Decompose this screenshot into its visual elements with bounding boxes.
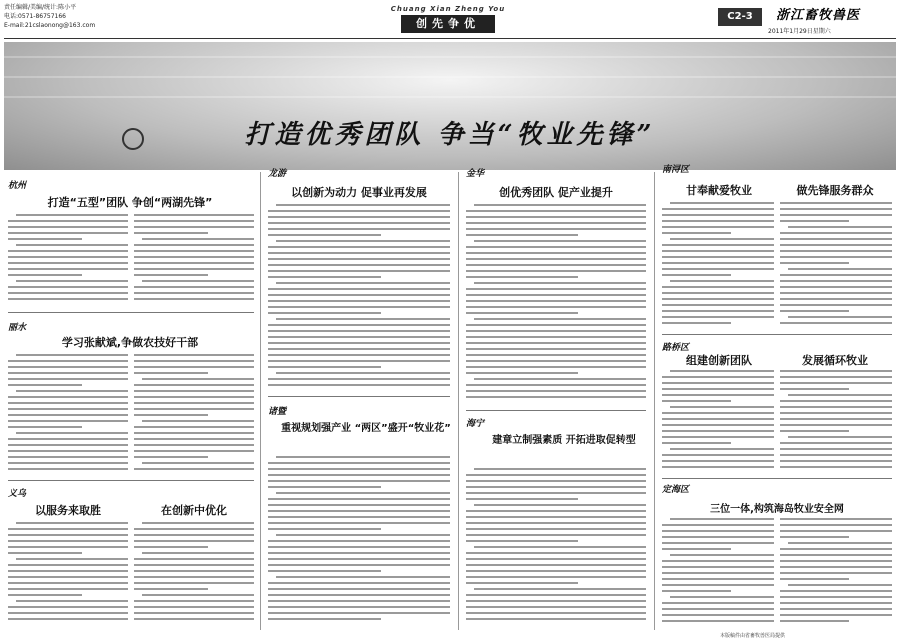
article-body bbox=[268, 456, 450, 626]
article-tag: 杭州 bbox=[8, 181, 27, 191]
section-divider bbox=[662, 478, 892, 479]
article-title: 打造“五型”团队 争创“两湖先锋” bbox=[47, 196, 213, 209]
article-title: 发展循环牧业 bbox=[802, 354, 868, 367]
banner-stripe bbox=[4, 56, 896, 58]
article-title: 做先锋服务群众 bbox=[796, 184, 874, 197]
banner-image bbox=[4, 42, 896, 170]
article-title: 甘奉献爱牧业 bbox=[686, 184, 752, 197]
footer-note: 本版稿件由省畜牧兽医局提供 bbox=[720, 633, 786, 639]
article-body bbox=[134, 354, 254, 474]
article-body bbox=[466, 468, 646, 626]
article-body bbox=[134, 214, 254, 306]
banner-headline: 打造优秀团队 争当“牧业先锋” bbox=[244, 120, 656, 150]
article-body bbox=[662, 202, 774, 330]
article-tag: 南浔区 bbox=[662, 165, 690, 175]
article-title: 重视规划强产业 “两区”盛开“牧业花” bbox=[281, 423, 451, 434]
article-title: 以服务来取胜 bbox=[35, 504, 101, 517]
column-left bbox=[4, 172, 256, 630]
banner-stripe bbox=[4, 96, 896, 98]
section-pinyin: Chuang Xian Zheng You bbox=[390, 5, 506, 13]
column-center-right bbox=[462, 169, 650, 630]
section-divider bbox=[662, 334, 892, 335]
article-tag: 龙游 bbox=[268, 169, 287, 179]
article-title: 组建创新团队 bbox=[686, 354, 752, 367]
section-title: 创先争优 bbox=[401, 15, 495, 33]
header-rule bbox=[4, 38, 896, 39]
article-tag: 金华 bbox=[466, 169, 485, 179]
phone-line: 电话:0571-86757166 bbox=[4, 13, 66, 20]
newspaper-name: 浙江畜牧兽医 bbox=[776, 8, 861, 23]
article-tag: 定海区 bbox=[662, 485, 690, 495]
article-title: 学习张献斌,争做农技好干部 bbox=[61, 336, 199, 349]
article-body bbox=[780, 370, 892, 474]
page-header bbox=[0, 0, 900, 40]
article-title: 以创新为动力 促事业再发展 bbox=[291, 186, 427, 199]
article-body bbox=[466, 204, 646, 404]
article-title: 三位一体,构筑海岛牧业安全网 bbox=[710, 504, 844, 515]
article-body bbox=[662, 518, 774, 626]
article-body bbox=[8, 354, 128, 474]
section-brand bbox=[376, 2, 520, 36]
issue-date: 2011年1月29日星期六 bbox=[768, 28, 831, 35]
article-tag: 义乌 bbox=[8, 489, 27, 499]
article-body bbox=[268, 204, 450, 390]
article-body bbox=[8, 522, 128, 626]
article-title: 创优秀团队 促产业提升 bbox=[499, 186, 613, 199]
article-body bbox=[780, 518, 892, 626]
section-divider bbox=[8, 312, 254, 313]
section-divider bbox=[8, 480, 254, 481]
section-divider bbox=[466, 410, 646, 411]
article-tag: 诸暨 bbox=[268, 407, 287, 417]
article-body bbox=[134, 522, 254, 626]
article-body bbox=[8, 214, 128, 306]
column-center-left bbox=[264, 169, 454, 630]
banner-stripe bbox=[4, 76, 896, 78]
article-title: 在创新中优化 bbox=[161, 504, 227, 517]
email-line: E-mail:21cslaonong@163.com bbox=[4, 22, 96, 29]
column-right bbox=[658, 165, 896, 630]
editor-line: 责任编辑/美编/统计:陈小平 bbox=[4, 4, 77, 11]
column-rule bbox=[654, 172, 655, 630]
article-body bbox=[662, 370, 774, 474]
article-area bbox=[4, 165, 896, 630]
column-rule bbox=[458, 172, 459, 630]
article-title: 建章立制强素质 开拓进取促转型 bbox=[492, 435, 636, 446]
page-number-badge: C2-3 bbox=[718, 8, 762, 26]
article-tag: 路桥区 bbox=[662, 343, 690, 353]
column-rule bbox=[260, 172, 261, 630]
article-tag: 丽水 bbox=[8, 323, 27, 333]
section-divider bbox=[268, 396, 450, 397]
article-tag: 海宁 bbox=[466, 419, 485, 429]
article-body bbox=[780, 202, 892, 330]
